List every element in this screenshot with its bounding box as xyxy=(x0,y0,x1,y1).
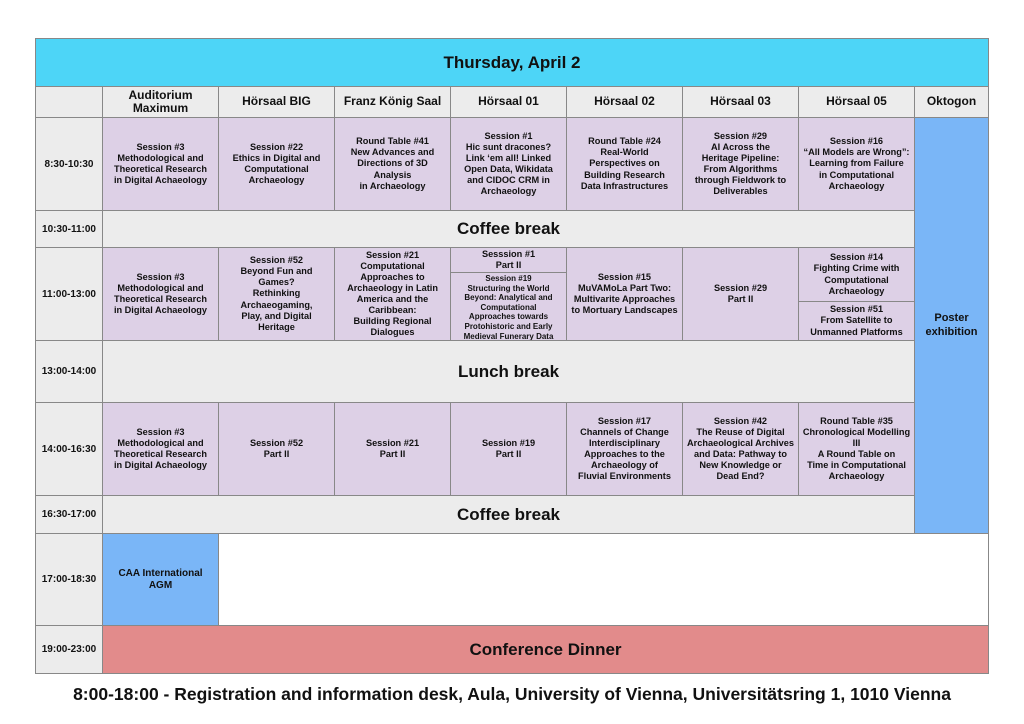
room-header-auditorium: Auditorium Maximum xyxy=(103,87,219,118)
session-cell: Session #17 Channels of Change Interdisciplinary Approaches to the Archaeology of Fluvial Environments xyxy=(567,403,683,496)
session-cell: Round Table #35 Chronological Modelling III A Round Table on Time in Computational Archaeology xyxy=(799,403,915,496)
session-cell: Sesssion #1 Part II xyxy=(451,248,566,273)
session-cell: Session #14 Fighting Crime with Computational Archaeology xyxy=(799,248,914,302)
time-slot: 8:30-10:30 xyxy=(36,118,103,211)
session-cell: Session #22 Ethics in Digital and Computational Archaeology xyxy=(219,118,335,211)
coffee-break: Coffee break xyxy=(103,496,915,534)
session-cell: Session #15 MuVAMoLa Part Two: Multivarite Approaches to Mortuary Landscapes xyxy=(567,248,683,341)
room-header-franz-koenig: Franz König Saal xyxy=(335,87,451,118)
session-cell: Session #42 The Reuse of Digital Archaeological Archives and Data: Pathway to New Knowledge or Dead End? xyxy=(683,403,799,496)
registration-footer: 8:00-18:00 - Registration and information desk, Aula, University of Vienna, Universitätsring 1, 1010 Vienna xyxy=(73,684,951,704)
conference-dinner: Conference Dinner xyxy=(103,626,989,674)
session-cell: Session #52 Part II xyxy=(219,403,335,496)
session-cell: Session #29 Part II xyxy=(683,248,799,341)
time-slot: 19:00-23:00 xyxy=(36,626,103,674)
session-cell: Round Table #24 Real-World Perspectives on Building Research Data Infrastructures xyxy=(567,118,683,211)
room-header-hoersaal-big: Hörsaal BIG xyxy=(219,87,335,118)
session-cell: Session #3 Methodological and Theoretical Research in Digital Achaeology xyxy=(103,118,219,211)
time-slot: 16:30-17:00 xyxy=(36,496,103,534)
coffee-break: Coffee break xyxy=(103,211,915,248)
session-cell: Session #19 Part II xyxy=(451,403,567,496)
session-cell: Round Table #41 New Advances and Directions of 3D Analysis in Archaeology xyxy=(335,118,451,211)
room-header-hoersaal-02: Hörsaal 02 xyxy=(567,87,683,118)
time-slot: 11:00-13:00 xyxy=(36,248,103,341)
session-cell: Session #1 Hic sunt dracones? Link ‘em all! Linked Open Data, Wikidata and CIDOC CRM in Archaeology xyxy=(451,118,567,211)
session-cell: Session #16 “All Models are Wrong”: Learning from Failure in Computational Archaeology xyxy=(799,118,915,211)
session-cell: Session #3 Methodological and Theoretical Research in Digital Achaeology xyxy=(103,403,219,496)
lunch-break: Lunch break xyxy=(103,341,915,403)
split-session-cell xyxy=(799,248,915,341)
time-slot: 13:00-14:00 xyxy=(36,341,103,403)
session-cell: Session #3 Methodological and Theoretical Research in Digital Achaeology xyxy=(103,248,219,341)
session-cell: Session #51 From Satellite to Unmanned Platforms xyxy=(799,302,914,340)
session-cell: Session #21 Part II xyxy=(335,403,451,496)
time-slot: 14:00-16:30 xyxy=(36,403,103,496)
session-cell: Session #21 Computational Approaches to Archaeology in Latin America and the Caribbean: Building Regional Dialogues xyxy=(335,248,451,341)
time-slot: 10:30-11:00 xyxy=(36,211,103,248)
session-cell: Session #29 AI Across the Heritage Pipeline: From Algorithms through Fieldwork to Deliverables xyxy=(683,118,799,211)
session-cell: Session #19 Structuring the World Beyond: Analytical and Computational Approaches towards Protohistoric and Early Medieval Funerary Data xyxy=(451,273,566,341)
poster-exhibition: Poster exhibition xyxy=(915,118,989,534)
room-header-oktogon: Oktogon xyxy=(915,87,989,118)
corner-cell xyxy=(36,87,103,118)
room-header-hoersaal-03: Hörsaal 03 xyxy=(683,87,799,118)
time-slot: 17:00-18:30 xyxy=(36,534,103,626)
day-title: Thursday, April 2 xyxy=(36,39,989,87)
room-header-hoersaal-01: Hörsaal 01 xyxy=(451,87,567,118)
schedule-grid xyxy=(35,38,989,674)
split-session-cell xyxy=(451,248,567,341)
agm-cell: CAA International AGM xyxy=(103,534,219,626)
empty-cell xyxy=(219,534,989,626)
session-cell: Session #52 Beyond Fun and Games? Rethinking Archaeogaming, Play, and Digital Heritage xyxy=(219,248,335,341)
room-header-hoersaal-05: Hörsaal 05 xyxy=(799,87,915,118)
